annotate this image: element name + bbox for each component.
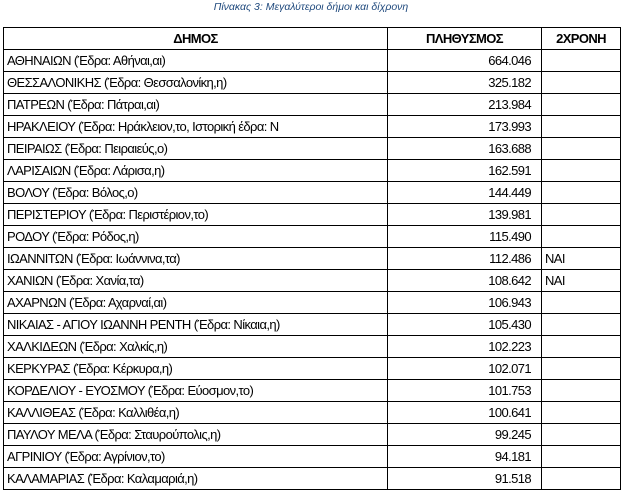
- cell-two-year: ΝΑΙ: [542, 270, 621, 292]
- table-row: [4, 446, 621, 468]
- cell-municipality: ΑΘΗΝΑΙΩΝ (Έδρα: Αθήναι,αι): [4, 50, 388, 72]
- cell-population: 102.071: [388, 358, 542, 380]
- cell-two-year: [542, 138, 621, 160]
- cell-municipality: ΚΕΡΚΥΡΑΣ (Έδρα: Κέρκυρα,η): [4, 358, 388, 380]
- cell-municipality: ΑΓΡΙΝΙΟΥ (Έδρα: Αγρίνιον,το): [4, 446, 388, 468]
- cell-municipality: ΗΡΑΚΛΕΙΟΥ (Έδρα: Ηράκλειον,το, Ιστορική έδρα: Ν: [4, 116, 388, 138]
- cell-two-year: [542, 468, 621, 490]
- cell-municipality: ΑΧΑΡΝΩΝ (Έδρα: Αχαρναί,αι): [4, 292, 388, 314]
- table-row: [4, 468, 621, 490]
- cell-population: 105.430: [388, 314, 542, 336]
- table-row: [4, 160, 621, 182]
- cell-population: 91.518: [388, 468, 542, 490]
- cell-population: 108.642: [388, 270, 542, 292]
- cell-municipality: ΠΑΤΡΕΩΝ (Έδρα: Πάτραι,αι): [4, 94, 388, 116]
- cell-municipality: ΒΟΛΟΥ (Έδρα: Βόλος,ο): [4, 182, 388, 204]
- cell-population: 139.981: [388, 204, 542, 226]
- cell-two-year: [542, 380, 621, 402]
- cell-municipality: ΚΑΛΑΜΑΡΙΑΣ (Έδρα: Καλαμαριά,η): [4, 468, 388, 490]
- cell-two-year: [542, 50, 621, 72]
- cell-two-year: [542, 182, 621, 204]
- cell-municipality: ΠΕΡΙΣΤΕΡΙΟΥ (Έδρα: Περιστέριον,το): [4, 204, 388, 226]
- cell-municipality: ΠΑΥΛΟΥ ΜΕΛΑ (Έδρα: Σταυρούπολις,η): [4, 424, 388, 446]
- cell-municipality: ΚΑΛΛΙΘΕΑΣ (Έδρα: Καλλιθέα,η): [4, 402, 388, 424]
- table-row: [4, 270, 621, 292]
- cell-municipality: ΠΕΙΡΑΙΩΣ (Έδρα: Πειραιεύς,ο): [4, 138, 388, 160]
- cell-two-year: [542, 94, 621, 116]
- cell-two-year: [542, 226, 621, 248]
- cell-two-year: [542, 336, 621, 358]
- cell-population: 213.984: [388, 94, 542, 116]
- cell-municipality: ΡΟΔΟΥ (Έδρα: Ρόδος,η): [4, 226, 388, 248]
- table-row: [4, 402, 621, 424]
- cell-population: 664.046: [388, 50, 542, 72]
- cell-two-year: [542, 314, 621, 336]
- cell-population: 325.182: [388, 72, 542, 94]
- header-two-year: 2ΧΡΟΝΗ: [542, 28, 621, 50]
- cell-population: 106.943: [388, 292, 542, 314]
- cell-two-year: [542, 292, 621, 314]
- cell-population: 94.181: [388, 446, 542, 468]
- cell-population: 112.486: [388, 248, 542, 270]
- table-header-row: [4, 28, 621, 50]
- header-population: ΠΛΗΘΥΣΜΟΣ: [388, 28, 542, 50]
- cell-population: 173.993: [388, 116, 542, 138]
- cell-two-year: [542, 204, 621, 226]
- cell-two-year: [542, 358, 621, 380]
- cell-two-year: [542, 402, 621, 424]
- cell-population: 144.449: [388, 182, 542, 204]
- cell-population: 102.223: [388, 336, 542, 358]
- table-row: [4, 358, 621, 380]
- table-row: [4, 248, 621, 270]
- header-municipality: ΔΗΜΟΣ: [4, 28, 388, 50]
- cell-municipality: ΧΑΝΙΩΝ (Έδρα: Χανία,τα): [4, 270, 388, 292]
- cell-population: 100.641: [388, 402, 542, 424]
- cell-population: 99.245: [388, 424, 542, 446]
- table-caption: Πίνακας 3: Μεγαλύτεροι δήμοι και δίχρονη: [213, 1, 409, 13]
- table-row: [4, 94, 621, 116]
- table-row: [4, 72, 621, 94]
- cell-two-year: [542, 72, 621, 94]
- table-row: [4, 336, 621, 358]
- table-body: [4, 50, 621, 490]
- cell-two-year: ΝΑΙ: [542, 248, 621, 270]
- cell-municipality: ΛΑΡΙΣΑΙΩΝ (Έδρα: Λάρισα,η): [4, 160, 388, 182]
- cell-population: 163.688: [388, 138, 542, 160]
- table-row: [4, 226, 621, 248]
- cell-municipality: ΘΕΣΣΑΛΟΝΙΚΗΣ (Έδρα: Θεσσαλονίκη,η): [4, 72, 388, 94]
- table-row: [4, 116, 621, 138]
- table-row: [4, 380, 621, 402]
- cell-two-year: [542, 116, 621, 138]
- cell-municipality: ΧΑΛΚΙΔΕΩΝ (Έδρα: Χαλκίς,η): [4, 336, 388, 358]
- cell-municipality: ΚΟΡΔΕΛΙΟΥ - ΕΥΟΣΜΟΥ (Έδρα: Εύοσμον,το): [4, 380, 388, 402]
- table-row: [4, 182, 621, 204]
- cell-two-year: [542, 424, 621, 446]
- cell-municipality: ΙΩΑΝΝΙΤΩΝ (Έδρα: Ιωάννινα,τα): [4, 248, 388, 270]
- table-row: [4, 292, 621, 314]
- municipalities-table: [3, 27, 621, 490]
- cell-municipality: ΝΙΚΑΙΑΣ - ΑΓΙΟΥ ΙΩΑΝΝΗ ΡΕΝΤΗ (Έδρα: Νίκαια,η): [4, 314, 388, 336]
- table-row: [4, 50, 621, 72]
- table-row: [4, 424, 621, 446]
- cell-population: 101.753: [388, 380, 542, 402]
- cell-population: 162.591: [388, 160, 542, 182]
- table-row: [4, 314, 621, 336]
- table-row: [4, 138, 621, 160]
- cell-population: 115.490: [388, 226, 542, 248]
- cell-two-year: [542, 160, 621, 182]
- table-row: [4, 204, 621, 226]
- cell-two-year: [542, 446, 621, 468]
